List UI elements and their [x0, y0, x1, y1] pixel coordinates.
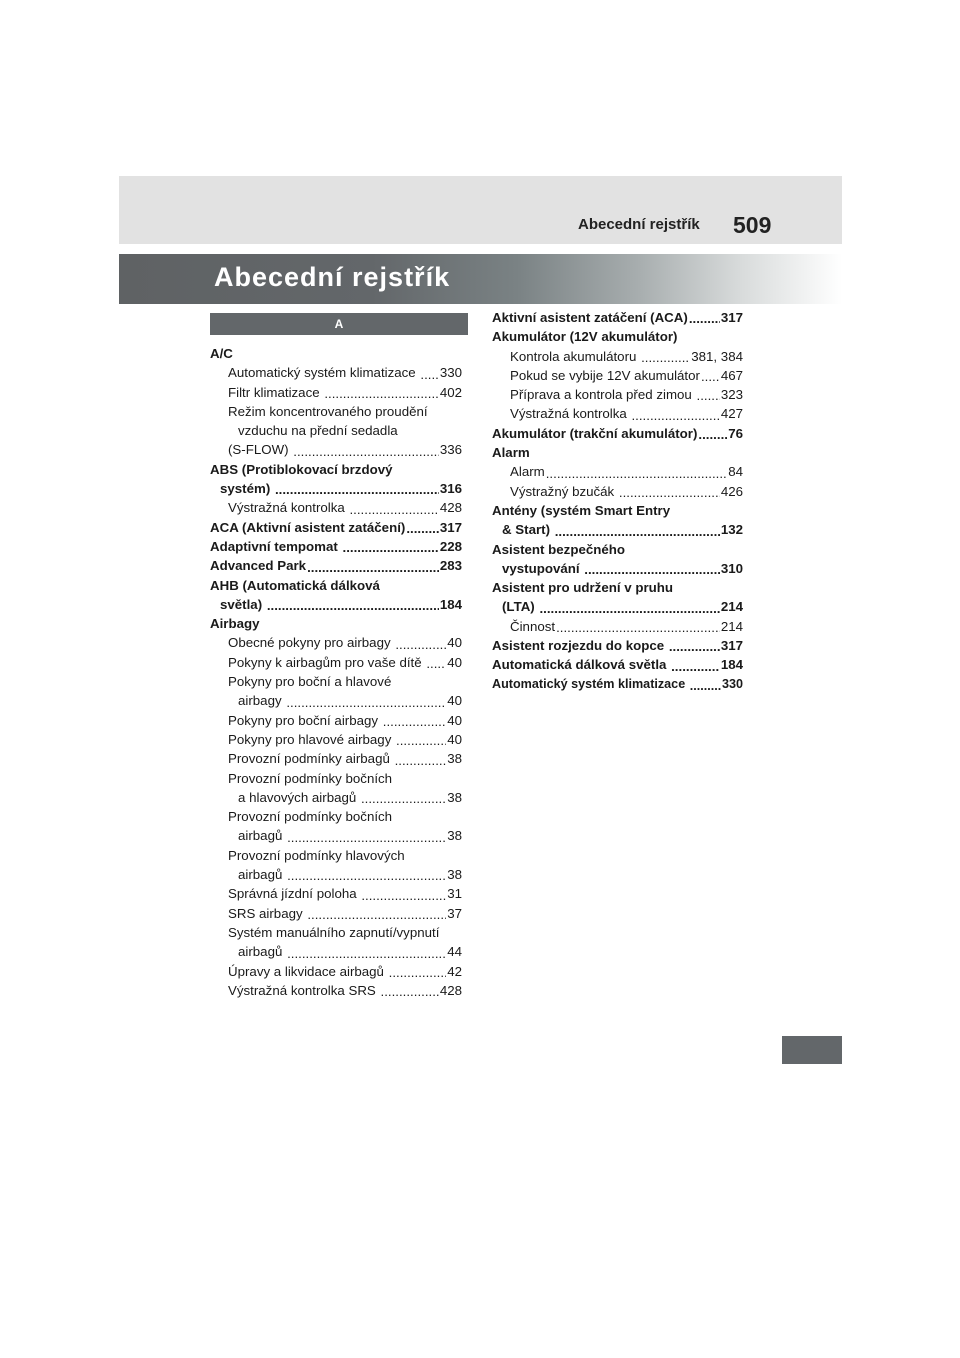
index-entry-line: Režim koncentrovaného proudění [228, 403, 428, 419]
index-entry[interactable]: Aktivní asistent zatáčení (ACA) ..... 317 [492, 308, 743, 327]
header-title: Abecední rejstřík [578, 216, 700, 233]
index-entry[interactable]: airbagů ..... 44 [210, 942, 462, 961]
index-entry[interactable]: Akumulátor (trakční akumulátor) ..... 76 [492, 424, 743, 443]
index-entry[interactable]: Asistent rozjezdu do kopce ..... 317 [492, 636, 743, 655]
index-column-right [492, 308, 743, 694]
index-heading: Akumulátor (12V akumulátor) [492, 329, 678, 345]
index-entry[interactable]: Činnost ..... 214 [492, 617, 743, 636]
index-entry[interactable]: Adaptivní tempomat ..... 228 [210, 537, 462, 556]
index-entry[interactable]: Výstražný bzučák ..... 426 [492, 482, 743, 501]
index-entry[interactable]: Příprava a kontrola před zimou ..... 323 [492, 385, 743, 404]
index-entry[interactable]: SRS airbagy ..... 37 [210, 904, 462, 923]
index-entry[interactable]: Pokyny k airbagům pro vaše dítě ..... 40 [210, 653, 462, 672]
index-heading: Asistent pro udržení v pruhu [492, 580, 673, 596]
index-entry[interactable]: Alarm ..... 84 [492, 462, 743, 481]
index-entry[interactable]: systém) ..... 316 [210, 479, 462, 498]
index-entry[interactable]: (S-FLOW) ..... 336 [210, 440, 462, 459]
index-entry[interactable]: Výstražná kontrolka ..... 428 [210, 498, 462, 517]
index-column-left [210, 344, 462, 1000]
page-title: Abecední rejstřík [214, 262, 451, 292]
index-entry-line: vzduchu na přední sedadla [238, 423, 398, 439]
index-entry[interactable]: Pokyny pro hlavové airbagy ..... 40 [210, 730, 462, 749]
index-entry[interactable]: Úpravy a likvidace airbagů ..... 42 [210, 962, 462, 981]
index-entry[interactable]: Pokyny pro boční airbagy ..... 40 [210, 711, 462, 730]
index-heading: Antény (systém Smart Entry [492, 502, 671, 518]
index-entry[interactable]: Kontrola akumulátoru ..... 381, 384 [492, 347, 743, 366]
section-tab [782, 1036, 842, 1064]
index-entry[interactable]: airbagů ..... 38 [210, 865, 462, 884]
index-heading: Alarm [492, 445, 530, 461]
index-entry[interactable]: Správná jízdní poloha ..... 31 [210, 884, 462, 903]
index-entry[interactable]: Advanced Park ..... 283 [210, 556, 462, 575]
index-entry[interactable]: airbagy ..... 40 [210, 691, 462, 710]
index-entry[interactable]: Automatický systém klimatizace ..... 330 [210, 363, 462, 382]
index-entry-line: Provozní podmínky bočních [228, 809, 393, 825]
index-heading: Asistent bezpečného [492, 541, 625, 557]
index-entry[interactable]: Provozní podmínky airbagů ..... 38 [210, 749, 462, 768]
index-entry[interactable]: Automatická dálková světla ..... 184 [492, 655, 743, 674]
index-entry[interactable]: vystupování ..... 310 [492, 559, 743, 578]
index-heading: AHB (Automatická dálková [210, 577, 380, 593]
index-entry-line: Pokyny pro boční a hlavové [228, 674, 392, 690]
section-letter: A [210, 313, 468, 335]
index-entry-line: Systém manuálního zapnutí/vypnutí [228, 924, 440, 940]
page-number: 509 [733, 212, 772, 238]
index-heading: A/C [210, 346, 233, 361]
index-entry[interactable]: Pokud se vybije 12V akumulátor ..... 467 [492, 366, 743, 385]
index-entry[interactable]: Výstražná kontrolka ..... 427 [492, 404, 743, 423]
index-entry[interactable]: Výstražná kontrolka SRS ..... 428 [210, 981, 462, 1000]
index-entry[interactable]: Obecné pokyny pro airbagy ..... 40 [210, 633, 462, 652]
index-heading: Airbagy [210, 616, 260, 632]
index-entry[interactable]: airbagů ..... 38 [210, 826, 462, 845]
index-entry-line: Provozní podmínky hlavových [228, 847, 405, 863]
index-entry[interactable]: & Start) ..... 132 [492, 520, 743, 539]
index-entry[interactable]: (LTA) ..... 214 [492, 597, 743, 616]
index-entry-line: Provozní podmínky bočních [228, 770, 393, 786]
index-heading: ABS (Protiblokovací brzdový [210, 461, 393, 477]
index-entry[interactable]: ACA (Aktivní asistent zatáčení) ..... 317 [210, 518, 462, 537]
index-entry[interactable]: světla) ..... 184 [210, 595, 462, 614]
index-entry[interactable]: a hlavových airbagů ..... 38 [210, 788, 462, 807]
index-entry[interactable]: Filtr klimatizace ..... 402 [210, 383, 462, 402]
index-entry[interactable]: Automatický systém klimatizace ..... 330 [492, 675, 743, 694]
